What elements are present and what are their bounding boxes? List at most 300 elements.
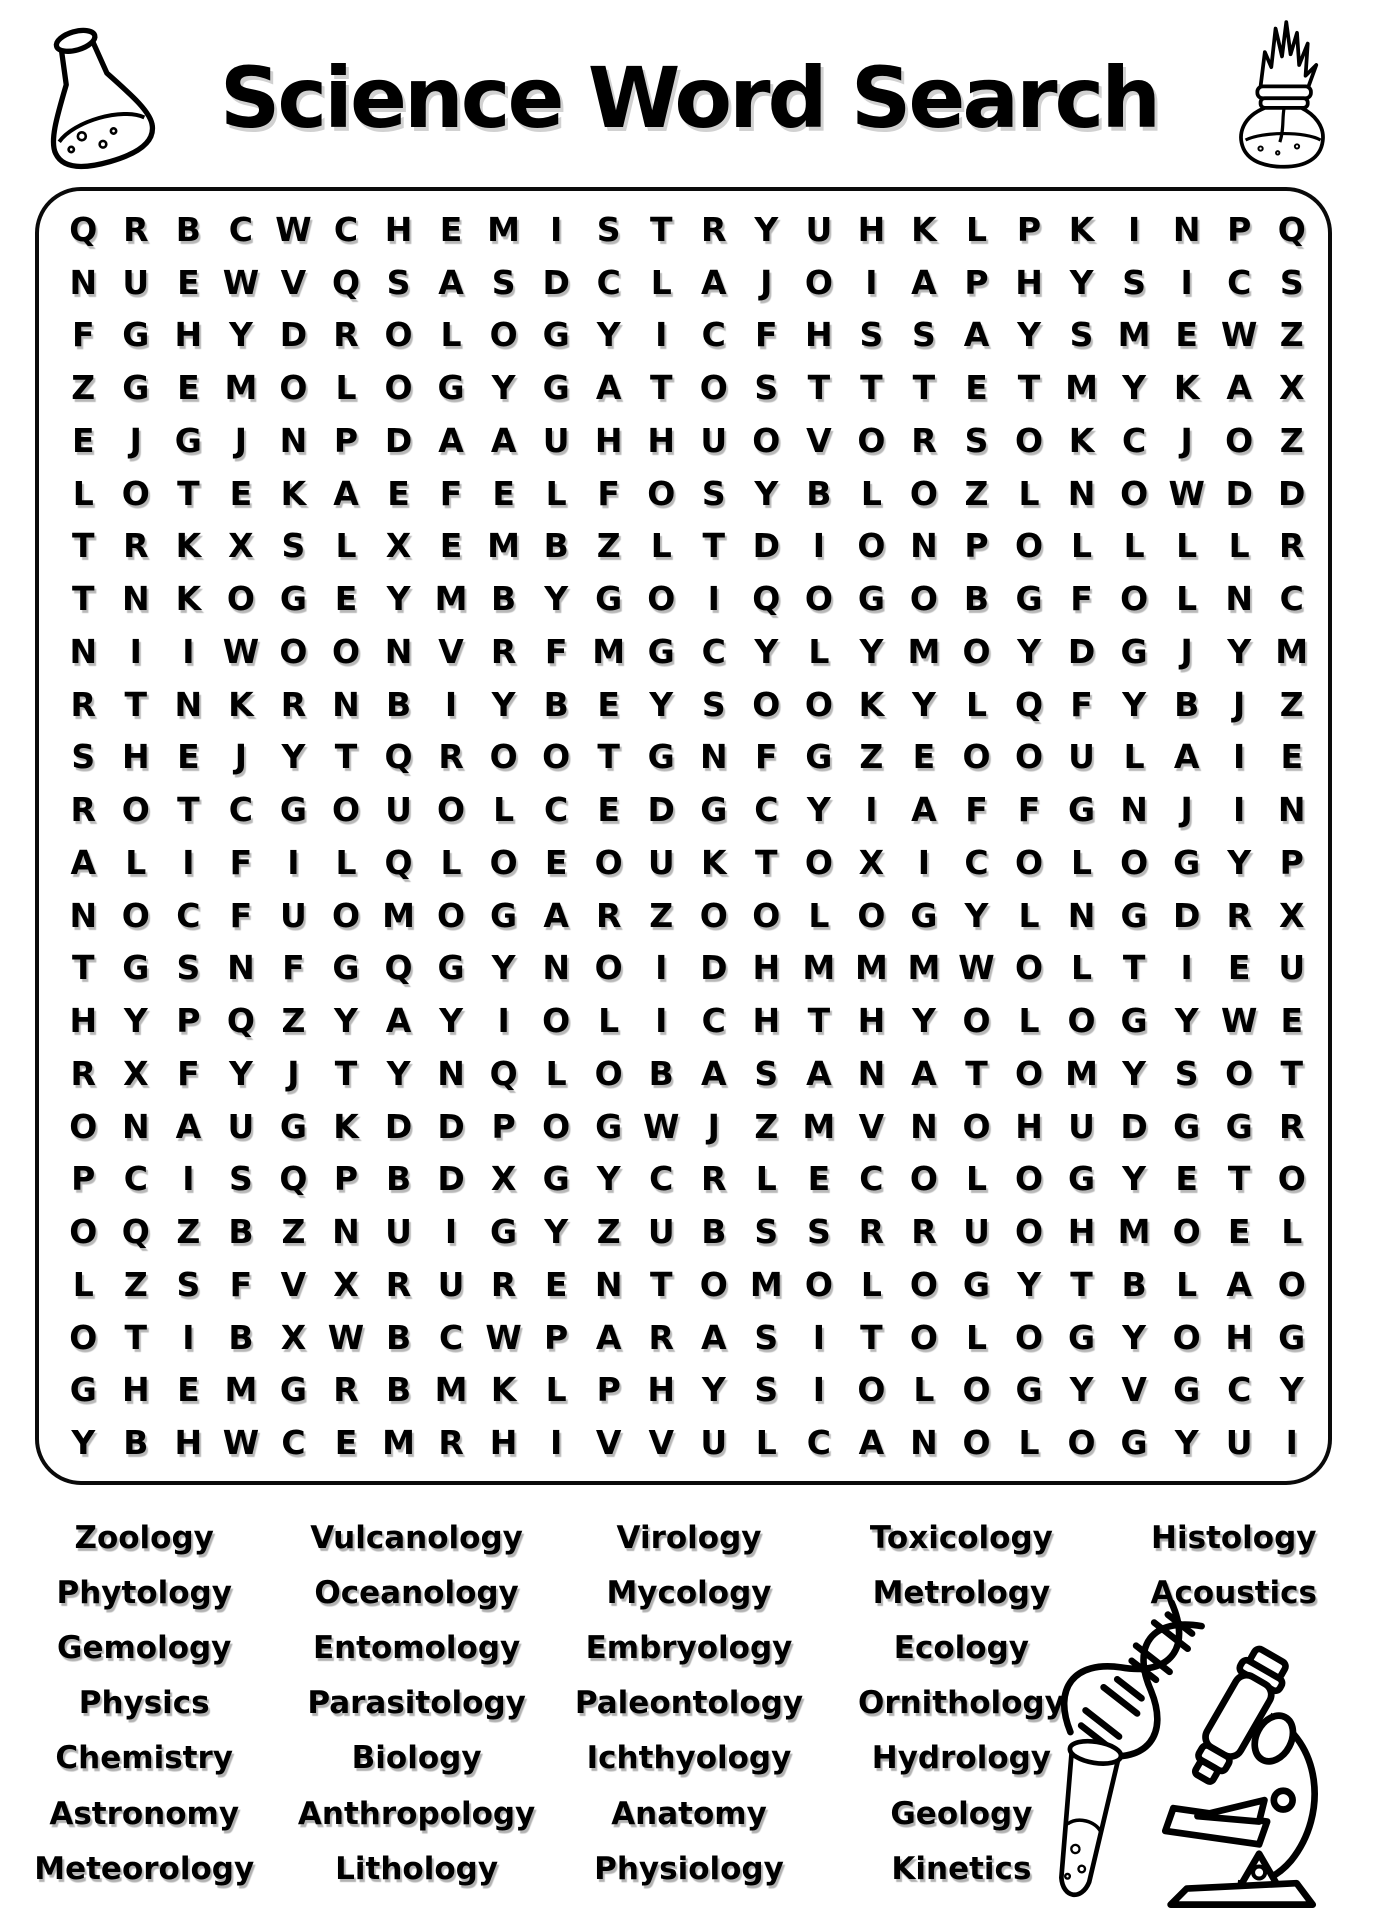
grid-cell: N [1277, 790, 1306, 830]
grid-cell: M [1275, 631, 1309, 671]
grid-cell: C [649, 1159, 674, 1199]
grid-cell: O [857, 420, 886, 460]
grid-cell: T [177, 790, 200, 830]
grid-cell: O [1014, 948, 1044, 988]
grid-cell: T [912, 368, 936, 408]
grid-cell: E [177, 1370, 200, 1410]
grid-cell: F [965, 790, 988, 830]
grid-cell: O [962, 1423, 991, 1463]
grid-cell: N [857, 1053, 886, 1093]
grid-cell: L [335, 526, 357, 566]
grid-cell: L [650, 526, 672, 566]
grid-cell: S [281, 526, 306, 566]
grid-cell: N [1067, 895, 1096, 935]
word-list-item: Oceanology [314, 1574, 519, 1611]
grid-cell: Y [1227, 842, 1252, 882]
grid-cell: Z [596, 1212, 621, 1252]
grid-cell: Y [123, 1001, 148, 1041]
grid-cell: X [490, 1159, 517, 1199]
grid-cell: I [707, 579, 720, 619]
grid-cell: K [1068, 209, 1095, 249]
word-list-item: Anthropology [297, 1795, 536, 1832]
grid-cell: M [907, 948, 941, 988]
grid-cell: J [1180, 631, 1193, 671]
grid-cell: C [754, 790, 779, 830]
grid-cell: E [807, 1159, 831, 1199]
grid-cell: M [224, 368, 258, 408]
grid-cell: C [438, 1317, 464, 1357]
grid-cell: Z [964, 473, 989, 513]
grid-cell: R [333, 1370, 359, 1410]
word-list-item: Biology [351, 1740, 482, 1777]
word-list-item: Paleontology [574, 1685, 804, 1722]
grid-cell: R [123, 209, 149, 249]
grid-cell: E [229, 473, 253, 513]
grid-cell: N [69, 262, 98, 302]
grid-cell: Y [228, 315, 253, 355]
puzzle-grid [57, 203, 1318, 1469]
grid-cell: Y [596, 1159, 621, 1199]
grid-cell: O [489, 315, 518, 355]
grid-cell: U [385, 790, 412, 830]
grid-cell: E [177, 262, 200, 302]
grid-cell: A [595, 368, 622, 408]
grid-cell: T [334, 1053, 358, 1093]
grid-cell: S [229, 1159, 253, 1199]
grid-cell: Y [754, 631, 779, 671]
grid-cell: X [228, 526, 254, 566]
grid-cell: R [490, 631, 517, 671]
grid-cell: Y [491, 368, 516, 408]
grid-cell: U [1068, 737, 1095, 777]
word-list-item: Kinetics [891, 1850, 1032, 1887]
alcohol-burner-flame-icon [1212, 20, 1352, 170]
word-list-item: Physics [78, 1685, 210, 1722]
grid-cell: S [596, 209, 621, 249]
grid-cell: O [1014, 737, 1044, 777]
grid-cell: N [384, 631, 413, 671]
grid-cell: O [542, 737, 571, 777]
grid-cell: C [701, 315, 726, 355]
word-list-item: Anatomy [611, 1795, 767, 1832]
grid-cell: O [962, 631, 991, 671]
grid-cell: T [649, 1264, 673, 1304]
grid-cell: O [384, 368, 413, 408]
word-list-item: Chemistry [55, 1740, 233, 1777]
grid-cell: A [1226, 368, 1252, 408]
grid-cell: M [907, 631, 941, 671]
grid-cell: G [542, 315, 570, 355]
grid-cell: W [222, 262, 260, 302]
grid-cell: M [382, 895, 415, 935]
grid-cell: A [700, 1317, 727, 1357]
grid-cell: O [594, 842, 623, 882]
grid-cell: A [385, 1001, 412, 1041]
grid-cell: C [1227, 1370, 1252, 1410]
grid-cell: Q [331, 262, 360, 302]
grid-cell: N [121, 579, 150, 619]
grid-cell: G [1173, 842, 1201, 882]
grid-cell: G [490, 895, 518, 935]
grid-cell: I [812, 526, 825, 566]
grid-cell: L [1018, 1423, 1040, 1463]
grid-cell: O [752, 420, 781, 460]
grid-cell: E [544, 842, 568, 882]
grid-cell: Y [1069, 1370, 1094, 1410]
grid-cell: G [279, 579, 307, 619]
grid-cell: C [281, 1423, 306, 1463]
grid-cell: Q [279, 1159, 308, 1199]
grid-cell: B [963, 579, 990, 619]
grid-cell: O [331, 895, 360, 935]
grid-cell: Y [1174, 1423, 1199, 1463]
grid-cell: I [182, 1159, 195, 1199]
grid-cell: N [699, 737, 728, 777]
grid-cell: G [279, 790, 307, 830]
grid-cell: B [175, 209, 201, 249]
grid-cell: Y [334, 1001, 358, 1041]
grid-cell: M [1065, 1053, 1098, 1093]
grid-cell: I [655, 1001, 668, 1041]
grid-cell: T [177, 473, 200, 513]
grid-cell: O [1225, 420, 1254, 460]
grid-cell: D [752, 526, 780, 566]
word-column [280, 1510, 552, 1910]
grid-cell: U [280, 895, 307, 935]
word-list-item: Meteorology [34, 1850, 255, 1887]
grid-cell: N [69, 631, 98, 671]
grid-cell: E [177, 737, 200, 777]
grid-cell: K [911, 209, 937, 249]
grid-cell: Z [859, 737, 884, 777]
grid-cell: V [595, 1423, 622, 1463]
grid-cell: P [176, 1001, 201, 1041]
microscope-icon [1136, 1642, 1342, 1910]
grid-cell: L [440, 842, 462, 882]
grid-cell: G [1120, 1423, 1148, 1463]
grid-cell: Y [71, 1423, 96, 1463]
grid-cell: G [279, 1370, 307, 1410]
grid-cell: G [279, 1106, 307, 1146]
grid-cell: O [1014, 1053, 1044, 1093]
grid-cell: G [1225, 1106, 1253, 1146]
grid-cell: E [1175, 315, 1198, 355]
grid-cell: Y [911, 1001, 936, 1041]
grid-cell: H [384, 209, 413, 249]
grid-cell: S [1174, 1053, 1199, 1093]
grid-cell: Y [491, 684, 516, 724]
grid-cell: T [807, 1001, 831, 1041]
grid-cell: O [69, 1212, 98, 1252]
grid-cell: M [487, 209, 521, 249]
grid-cell: L [860, 1264, 882, 1304]
grid-cell: T [72, 579, 95, 619]
grid-cell: L [1018, 895, 1040, 935]
grid-cell: V [806, 420, 832, 460]
grid-cell: C [806, 1423, 831, 1463]
grid-cell: W [1220, 1001, 1258, 1041]
grid-cell: A [858, 1423, 885, 1463]
grid-cell: U [385, 1212, 412, 1252]
grid-cell: U [1278, 948, 1306, 988]
grid-cell: R [123, 526, 149, 566]
grid-cell: L [1123, 526, 1145, 566]
grid-cell: E [439, 526, 463, 566]
grid-cell: G [595, 1106, 623, 1146]
grid-cell: G [1015, 1370, 1043, 1410]
grid-cell: L [335, 368, 357, 408]
grid-cell: S [176, 1264, 201, 1304]
grid-cell: H [1015, 262, 1043, 302]
grid-cell: L [808, 895, 830, 935]
grid-cell: Y [1122, 684, 1147, 724]
grid-cell: X [333, 1264, 359, 1304]
grid-cell: I [182, 1317, 195, 1357]
grid-cell: G [1120, 1001, 1148, 1041]
grid-cell: R [333, 315, 359, 355]
grid-cell: O [1014, 1159, 1044, 1199]
grid-cell: W [485, 1317, 522, 1357]
grid-cell: S [491, 262, 516, 302]
grid-cell: G [647, 631, 675, 671]
grid-cell: A [438, 262, 464, 302]
grid-cell: O [489, 737, 518, 777]
grid-cell: F [177, 1053, 200, 1093]
grid-cell: L [1176, 579, 1198, 619]
grid-cell: S [701, 473, 726, 513]
grid-cell: X [385, 526, 412, 566]
grid-cell: G [700, 790, 728, 830]
grid-cell: A [70, 842, 97, 882]
grid-cell: B [648, 1053, 674, 1093]
grid-cell: S [1279, 262, 1304, 302]
grid-cell: W [1220, 315, 1258, 355]
grid-cell: T [1227, 1159, 1251, 1199]
grid-cell: A [700, 1053, 727, 1093]
grid-cell: H [489, 1423, 518, 1463]
grid-cell: Y [859, 631, 884, 671]
grid-cell: C [859, 1159, 884, 1199]
grid-cell: O [1120, 579, 1149, 619]
grid-cell: O [804, 842, 833, 882]
word-list-item: Entomology [312, 1629, 521, 1666]
grid-cell: N [332, 684, 360, 724]
grid-cell: K [280, 473, 307, 513]
grid-cell: I [182, 631, 195, 671]
grid-cell: F [229, 842, 253, 882]
grid-cell: S [754, 1212, 779, 1252]
grid-cell: P [333, 1159, 359, 1199]
grid-cell: A [543, 895, 569, 935]
grid-cell: Y [596, 315, 621, 355]
grid-cell: F [755, 737, 778, 777]
grid-cell: Y [386, 1053, 411, 1093]
grid-cell: H [594, 420, 623, 460]
grid-cell: U [700, 420, 728, 460]
grid-cell: R [648, 1317, 674, 1357]
grid-cell: R [70, 790, 96, 830]
grid-cell: K [700, 842, 727, 882]
grid-cell: F [755, 315, 778, 355]
grid-cell: G [962, 1264, 991, 1304]
grid-cell: D [1120, 1106, 1148, 1146]
grid-cell: C [1279, 579, 1304, 619]
grid-cell: R [70, 684, 96, 724]
grid-cell: O [909, 473, 938, 513]
grid-cell: O [804, 579, 833, 619]
grid-cell: T [702, 526, 726, 566]
grid-cell: O [1014, 842, 1044, 882]
grid-cell: E [597, 684, 620, 724]
grid-cell: R [911, 420, 937, 460]
grid-cell: G [1068, 1159, 1096, 1199]
grid-cell: H [121, 737, 150, 777]
grid-cell: U [963, 1212, 990, 1252]
grid-cell: A [963, 315, 990, 355]
grid-cell: H [647, 420, 676, 460]
grid-cell: B [385, 1317, 412, 1357]
grid-cell: B [123, 1423, 149, 1463]
grid-cell: P [491, 1106, 516, 1146]
grid-cell: O [962, 1001, 991, 1041]
grid-cell: R [701, 209, 727, 249]
grid-cell: O [804, 1264, 833, 1304]
grid-cell: A [700, 262, 727, 302]
grid-cell: N [1172, 209, 1201, 249]
grid-cell: V [280, 262, 307, 302]
grid-cell: G [805, 737, 833, 777]
grid-cell: O [909, 579, 938, 619]
grid-cell: B [806, 473, 832, 513]
grid-cell: B [701, 1212, 727, 1252]
word-list-item: Hydrology [871, 1740, 1052, 1777]
grid-cell: G [122, 368, 150, 408]
grid-cell: R [385, 1264, 412, 1304]
grid-cell: O [699, 1264, 728, 1304]
grid-cell: Z [754, 1106, 779, 1146]
grid-cell: D [384, 420, 413, 460]
grid-cell: Y [1122, 1053, 1147, 1093]
grid-cell: O [752, 684, 781, 724]
grid-cell: C [1227, 262, 1252, 302]
grid-cell: F [544, 631, 568, 671]
grid-cell: O [804, 262, 833, 302]
grid-cell: I [1180, 262, 1193, 302]
grid-cell: Q [1014, 684, 1044, 724]
grid-cell: U [647, 842, 675, 882]
grid-cell: U [700, 1423, 728, 1463]
grid-cell: G [490, 1212, 518, 1252]
grid-cell: V [280, 1264, 307, 1304]
grid-cell: D [437, 1106, 465, 1146]
grid-cell: H [857, 1001, 886, 1041]
grid-cell: F [1017, 790, 1041, 830]
grid-cell: I [1127, 209, 1141, 249]
grid-cell: L [493, 790, 515, 830]
grid-cell: J [129, 420, 142, 460]
grid-cell: O [69, 1106, 98, 1146]
grid-cell: S [701, 684, 726, 724]
grid-cell: G [647, 737, 675, 777]
grid-cell: L [125, 842, 147, 882]
grid-cell: O [226, 579, 255, 619]
grid-cell: T [124, 684, 148, 724]
grid-cell: Y [701, 1370, 726, 1410]
grid-cell: O [699, 368, 728, 408]
word-column [8, 1510, 280, 1910]
grid-cell: Z [281, 1001, 306, 1041]
grid-cell: N [1225, 579, 1253, 619]
grid-cell: T [860, 1317, 883, 1357]
grid-cell: A [911, 1053, 937, 1093]
grid-cell: H [121, 1370, 150, 1410]
grid-cell: H [857, 209, 886, 249]
grid-cell: J [234, 737, 248, 777]
grid-cell: O [1120, 842, 1149, 882]
grid-cell: Y [281, 737, 306, 777]
grid-cell: I [865, 262, 878, 302]
grid-cell: I [550, 209, 563, 249]
grid-cell: P [1016, 209, 1042, 249]
grid-cell: T [649, 368, 673, 408]
grid-cell: B [385, 684, 412, 724]
grid-cell: B [385, 1159, 412, 1199]
grid-cell: U [122, 262, 150, 302]
page-title: Science Word Search [219, 49, 1159, 147]
grid-cell: I [1233, 737, 1246, 777]
grid-cell: Y [439, 1001, 463, 1041]
grid-cell: J [234, 420, 248, 460]
grid-cell: O [121, 790, 150, 830]
grid-cell: T [72, 948, 95, 988]
grid-cell: S [176, 948, 201, 988]
grid-cell: H [1015, 1106, 1043, 1146]
grid-cell: C [596, 262, 621, 302]
grid-cell: Y [228, 1053, 253, 1093]
grid-cell: O [594, 1053, 623, 1093]
grid-cell: N [910, 1106, 938, 1146]
grid-cell: F [1070, 684, 1093, 724]
grid-cell: O [909, 1317, 938, 1357]
word-list-item: Histology [1151, 1519, 1317, 1556]
grid-cell: C [701, 631, 726, 671]
grid-cell: N [332, 1212, 360, 1252]
grid-cell: D [1172, 895, 1201, 935]
grid-cell: O [752, 895, 781, 935]
grid-cell: S [754, 1317, 779, 1357]
grid-cell: Y [1174, 1001, 1199, 1041]
grid-cell: B [385, 1370, 412, 1410]
grid-cell: W [327, 1317, 365, 1357]
grid-cell: O [962, 1106, 991, 1146]
grid-cell: O [1172, 1317, 1201, 1357]
grid-cell: Y [1122, 1317, 1147, 1357]
grid-cell: G [542, 1159, 570, 1199]
grid-cell: E [912, 737, 936, 777]
grid-cell: O [1067, 1001, 1096, 1041]
grid-cell: R [490, 1264, 517, 1304]
grid-cell: M [224, 1370, 258, 1410]
grid-cell: P [964, 526, 989, 566]
word-list-item: Toxicology [869, 1519, 1053, 1556]
word-list-item: Zoology [74, 1519, 214, 1556]
grid-cell: Y [1017, 315, 1041, 355]
grid-cell: L [545, 1053, 567, 1093]
grid-cell: K [858, 684, 885, 724]
grid-cell: L [1071, 526, 1093, 566]
grid-cell: K [228, 684, 254, 724]
grid-cell: T [72, 526, 95, 566]
